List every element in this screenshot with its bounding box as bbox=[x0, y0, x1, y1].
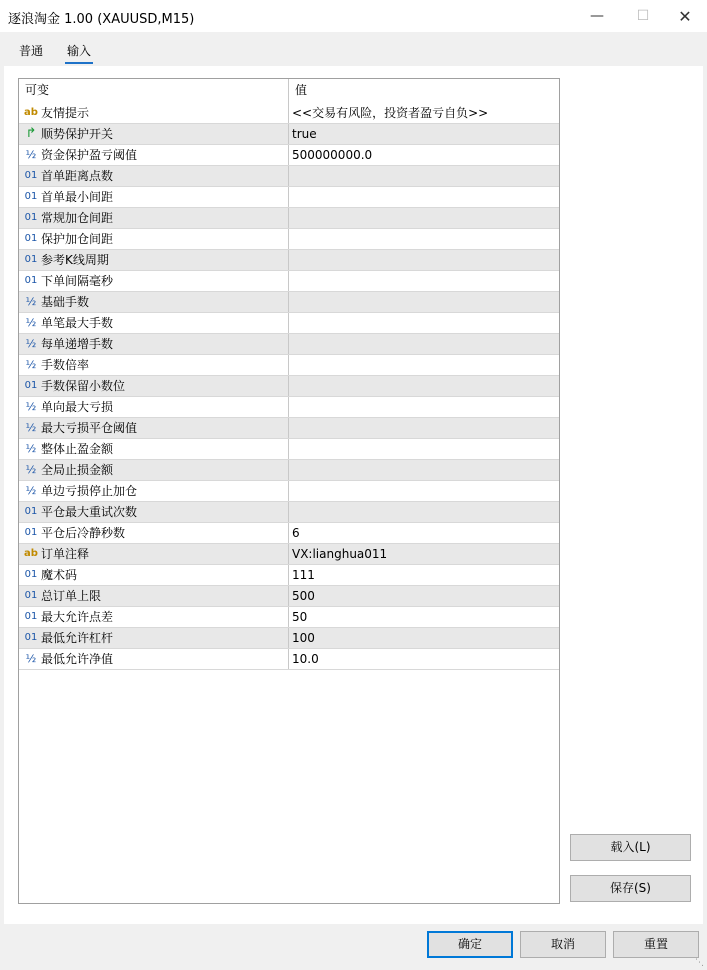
table-row[interactable] bbox=[19, 229, 559, 250]
variable-value[interactable]: 100 bbox=[292, 631, 315, 645]
string-type-icon: ab bbox=[24, 548, 38, 559]
table-row[interactable] bbox=[19, 250, 559, 271]
value-cell[interactable] bbox=[292, 145, 559, 165]
table-row[interactable] bbox=[19, 628, 559, 649]
table-row[interactable] bbox=[19, 208, 559, 229]
value-cell[interactable] bbox=[292, 313, 559, 333]
variable-name: 最大亏损平仓阈值 bbox=[41, 421, 138, 435]
variable-name: 平仓最大重试次数 bbox=[41, 505, 138, 519]
double-type-icon: ½ bbox=[25, 337, 37, 350]
value-cell[interactable] bbox=[292, 271, 559, 291]
table-row[interactable] bbox=[19, 271, 559, 292]
variable-name: 单边亏损停止加仓 bbox=[41, 484, 138, 498]
variable-cell bbox=[19, 628, 289, 648]
double-type-icon: ½ bbox=[25, 148, 37, 161]
variable-cell bbox=[19, 124, 289, 144]
tab-bar bbox=[0, 32, 707, 66]
variable-cell bbox=[19, 502, 289, 522]
value-cell[interactable] bbox=[292, 607, 559, 627]
variable-cell bbox=[19, 565, 289, 585]
inputs-grid bbox=[18, 78, 560, 904]
variable-cell bbox=[19, 250, 289, 270]
variable-value[interactable]: 111 bbox=[292, 568, 315, 582]
value-cell[interactable] bbox=[292, 586, 559, 606]
string-type-icon: ab bbox=[24, 107, 38, 118]
table-row[interactable] bbox=[19, 565, 559, 586]
variable-cell bbox=[19, 166, 289, 186]
variable-name: 手数保留小数位 bbox=[41, 379, 126, 393]
table-row[interactable] bbox=[19, 166, 559, 187]
variable-name: 常规加仓间距 bbox=[41, 211, 114, 225]
int-type-icon: 01 bbox=[24, 212, 38, 223]
double-type-icon: ½ bbox=[25, 421, 37, 434]
int-type-icon: 01 bbox=[24, 170, 38, 181]
value-cell[interactable] bbox=[292, 292, 559, 312]
value-cell[interactable] bbox=[292, 334, 559, 354]
value-cell[interactable] bbox=[292, 565, 559, 585]
grid-header bbox=[19, 79, 559, 103]
cancel-button[interactable]: 取消 bbox=[520, 931, 606, 958]
value-cell[interactable] bbox=[292, 502, 559, 522]
double-type-icon: ½ bbox=[25, 316, 37, 329]
variable-name: 单向最大亏损 bbox=[41, 400, 114, 414]
double-type-icon: ½ bbox=[25, 295, 37, 308]
int-type-icon: 01 bbox=[24, 590, 38, 601]
variable-value[interactable]: 6 bbox=[292, 526, 300, 540]
variable-value[interactable]: 500000000.0 bbox=[292, 148, 373, 162]
variable-cell bbox=[19, 439, 289, 459]
variable-name: 顺势保护开关 bbox=[41, 127, 114, 141]
tab-inputs[interactable]: 输入 bbox=[67, 44, 92, 58]
variable-cell bbox=[19, 145, 289, 165]
table-row[interactable] bbox=[19, 523, 559, 544]
variable-name: 保护加仓间距 bbox=[41, 232, 114, 246]
variable-value[interactable]: 50 bbox=[292, 610, 308, 624]
value-cell[interactable] bbox=[292, 439, 559, 459]
int-type-icon: 01 bbox=[24, 275, 38, 286]
title-bar bbox=[0, 0, 707, 32]
variable-value[interactable]: 10.0 bbox=[292, 652, 319, 666]
variable-name: 每单递增手数 bbox=[41, 337, 114, 351]
variable-name: 整体止盈金额 bbox=[41, 442, 114, 456]
variable-cell bbox=[19, 229, 289, 249]
int-type-icon: 01 bbox=[24, 506, 38, 517]
int-type-icon: 01 bbox=[24, 569, 38, 580]
double-type-icon: ½ bbox=[25, 442, 37, 455]
variable-cell bbox=[19, 334, 289, 354]
table-row[interactable] bbox=[19, 376, 559, 397]
variable-name: 友情提示 bbox=[41, 106, 90, 120]
table-row[interactable] bbox=[19, 145, 559, 166]
header-variable[interactable]: 可变 bbox=[19, 79, 289, 103]
variable-cell bbox=[19, 313, 289, 333]
ok-button[interactable]: 确定 bbox=[427, 931, 513, 958]
variable-cell bbox=[19, 586, 289, 606]
value-cell[interactable] bbox=[292, 544, 559, 564]
variable-cell bbox=[19, 460, 289, 480]
variable-cell bbox=[19, 649, 289, 669]
value-cell[interactable] bbox=[292, 166, 559, 186]
variable-name: 参考K线周期 bbox=[41, 253, 109, 267]
value-cell[interactable] bbox=[292, 229, 559, 249]
value-cell[interactable] bbox=[292, 208, 559, 228]
variable-name: 全局止损金额 bbox=[41, 463, 114, 477]
table-row[interactable] bbox=[19, 649, 559, 670]
variable-cell bbox=[19, 292, 289, 312]
value-cell[interactable] bbox=[292, 187, 559, 207]
value-cell[interactable] bbox=[292, 628, 559, 648]
value-cell[interactable] bbox=[292, 523, 559, 543]
load-button[interactable]: 载入(L) bbox=[570, 834, 691, 861]
value-cell[interactable] bbox=[292, 250, 559, 270]
variable-cell bbox=[19, 208, 289, 228]
variable-cell bbox=[19, 418, 289, 438]
variable-cell bbox=[19, 103, 289, 123]
bool-type-icon: ↱ bbox=[25, 126, 37, 141]
close-icon[interactable]: ✕ bbox=[678, 6, 692, 26]
double-type-icon: ½ bbox=[25, 652, 37, 665]
table-row[interactable] bbox=[19, 439, 559, 460]
variable-cell bbox=[19, 607, 289, 627]
variable-cell bbox=[19, 271, 289, 291]
variable-name: 平仓后冷静秒数 bbox=[41, 526, 126, 540]
variable-name: 首单最小间距 bbox=[41, 190, 114, 204]
variable-name: 魔术码 bbox=[41, 568, 78, 582]
variable-name: 最低允许净值 bbox=[41, 652, 114, 666]
variable-name: 单笔最大手数 bbox=[41, 316, 114, 330]
table-row[interactable] bbox=[19, 187, 559, 208]
int-type-icon: 01 bbox=[24, 527, 38, 538]
variable-cell bbox=[19, 544, 289, 564]
variable-name: 手数倍率 bbox=[41, 358, 90, 372]
window-title: 逐浪淘金 1.00 (XAUUSD,M15) bbox=[8, 12, 195, 27]
value-cell[interactable] bbox=[292, 355, 559, 375]
variable-cell bbox=[19, 187, 289, 207]
variable-cell bbox=[19, 523, 289, 543]
table-row[interactable] bbox=[19, 397, 559, 418]
reset-button[interactable]: 重置 bbox=[613, 931, 699, 958]
value-cell[interactable] bbox=[292, 418, 559, 438]
variable-name: 下单间隔毫秒 bbox=[41, 274, 114, 288]
double-type-icon: ½ bbox=[25, 484, 37, 497]
value-cell[interactable] bbox=[292, 124, 559, 144]
variable-name: 订单注释 bbox=[41, 547, 90, 561]
variable-name: 总订单上限 bbox=[41, 589, 102, 603]
int-type-icon: 01 bbox=[24, 191, 38, 202]
variable-name: 最低允许杠杆 bbox=[41, 631, 114, 645]
table-row[interactable] bbox=[19, 334, 559, 355]
resize-grip-icon[interactable]: ⋱ bbox=[695, 958, 704, 968]
table-row[interactable] bbox=[19, 607, 559, 628]
variable-cell bbox=[19, 481, 289, 501]
double-type-icon: ½ bbox=[25, 358, 37, 371]
variable-value[interactable]: <<交易有风险，投资者盈亏自负>> bbox=[292, 106, 489, 120]
header-value[interactable]: 值 bbox=[295, 83, 308, 97]
variable-name: 资金保护盈亏阈值 bbox=[41, 148, 138, 162]
value-cell[interactable] bbox=[292, 481, 559, 501]
value-cell[interactable] bbox=[292, 649, 559, 669]
save-button[interactable]: 保存(S) bbox=[570, 875, 691, 902]
int-type-icon: 01 bbox=[24, 233, 38, 244]
table-row[interactable] bbox=[19, 124, 559, 145]
int-type-icon: 01 bbox=[24, 380, 38, 391]
table-row[interactable] bbox=[19, 586, 559, 607]
variable-name: 首单距离点数 bbox=[41, 169, 114, 183]
table-row[interactable] bbox=[19, 502, 559, 523]
variable-value[interactable]: true bbox=[292, 127, 317, 141]
variable-cell bbox=[19, 397, 289, 417]
table-row[interactable] bbox=[19, 481, 559, 502]
table-row[interactable] bbox=[19, 418, 559, 439]
variable-cell bbox=[19, 355, 289, 375]
variable-value[interactable]: 500 bbox=[292, 589, 315, 603]
table-row[interactable] bbox=[19, 460, 559, 481]
table-row[interactable] bbox=[19, 313, 559, 334]
int-type-icon: 01 bbox=[24, 611, 38, 622]
tab-common[interactable]: 普通 bbox=[19, 44, 44, 58]
minimize-icon[interactable]: — bbox=[590, 8, 604, 24]
double-type-icon: ½ bbox=[25, 463, 37, 476]
value-cell[interactable] bbox=[292, 460, 559, 480]
variable-name: 最大允许点差 bbox=[41, 610, 114, 624]
table-row[interactable] bbox=[19, 544, 559, 565]
value-cell[interactable] bbox=[292, 397, 559, 417]
variable-value[interactable]: VX:lianghua011 bbox=[292, 547, 388, 561]
value-cell[interactable] bbox=[292, 103, 559, 123]
int-type-icon: 01 bbox=[24, 632, 38, 643]
int-type-icon: 01 bbox=[24, 254, 38, 265]
maximize-icon[interactable]: ☐ bbox=[636, 8, 650, 24]
variable-cell bbox=[19, 376, 289, 396]
table-row[interactable] bbox=[19, 292, 559, 313]
table-row[interactable] bbox=[19, 355, 559, 376]
value-cell[interactable] bbox=[292, 376, 559, 396]
table-row[interactable] bbox=[19, 103, 559, 124]
double-type-icon: ½ bbox=[25, 400, 37, 413]
variable-name: 基础手数 bbox=[41, 295, 90, 309]
